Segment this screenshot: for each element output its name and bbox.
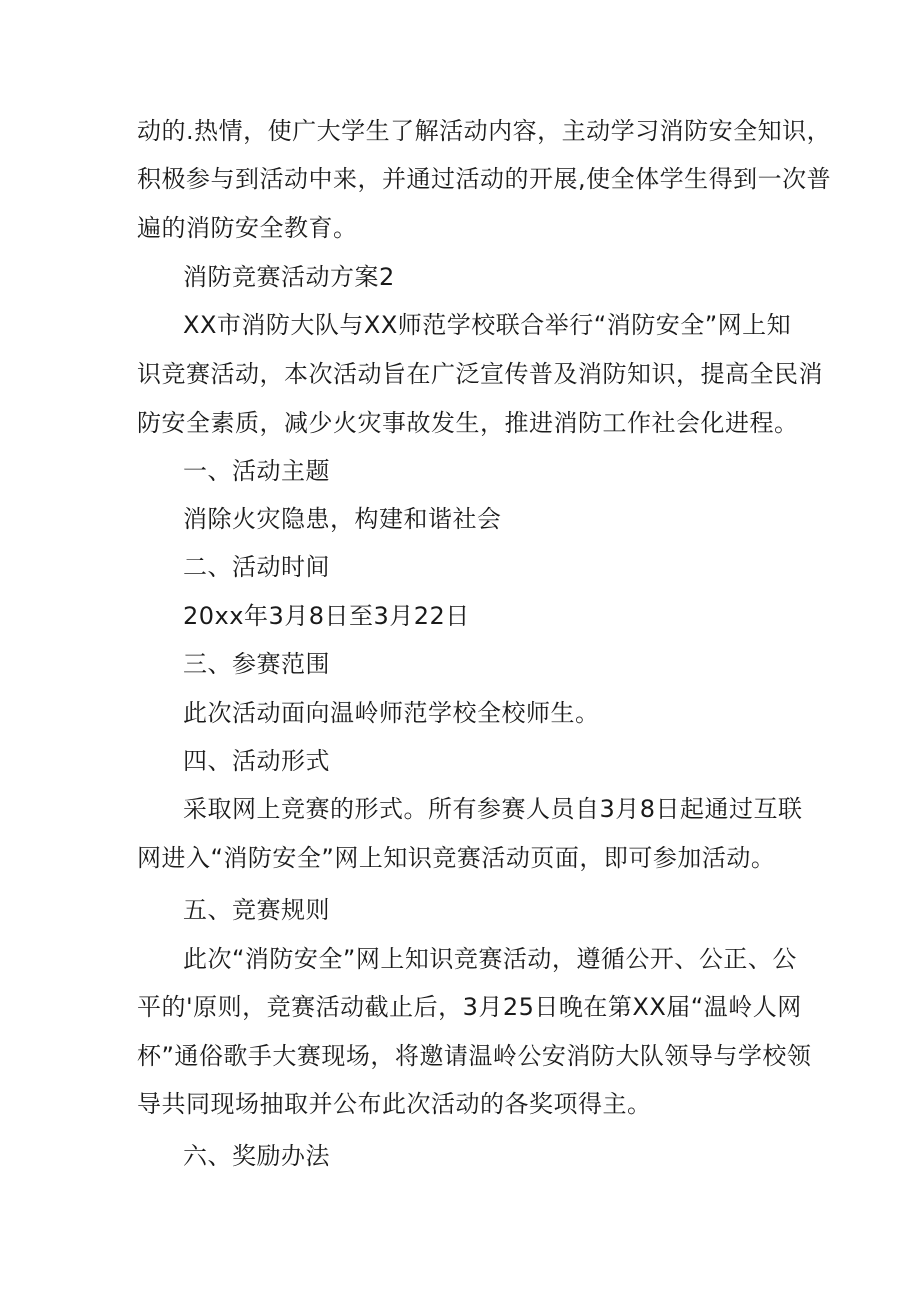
section-heading: 六、奖励办法 — [183, 1142, 330, 1170]
paragraph-line: 此次活动面向温岭师范学校全校师生。 — [183, 699, 600, 727]
paragraph-line: 杯”通俗歌手大赛现场，将邀请温岭公安消防大队领导与学校领 — [137, 1042, 812, 1070]
section-heading: 消防竞赛活动方案2 — [183, 263, 395, 291]
section-heading: 一、活动主题 — [183, 457, 330, 485]
section-heading: 四、活动形式 — [183, 747, 330, 775]
paragraph-line: 采取网上竞赛的形式。所有参赛人员自3月8日起通过互联 — [183, 795, 803, 823]
section-heading: 二、活动时间 — [183, 553, 330, 581]
paragraph-line: XX市消防大队与XX师范学校联合举行“消防安全”网上知 — [183, 311, 792, 339]
paragraph-line: 20xx年3月8日至3月22日 — [183, 602, 470, 630]
paragraph-line: 防安全素质，减少火灾事故发生，推进消防工作社会化进程。 — [137, 409, 799, 437]
paragraph-line: 动的.热情，使广大学生了解活动内容，主动学习消防安全知识， — [137, 117, 832, 145]
paragraph-line: 导共同现场抽取并公布此次活动的各奖项得主。 — [137, 1090, 652, 1118]
paragraph-line: 平的'原则，竞赛活动截止后，3月25日晚在第XX届“温岭人网 — [137, 993, 802, 1021]
paragraph-line: 网进入“消防安全”网上知识竞赛活动页面，即可参加活动。 — [137, 844, 776, 872]
section-heading: 三、参赛范围 — [183, 650, 330, 678]
section-heading: 五、竞赛规则 — [183, 896, 330, 924]
paragraph-line: 识竞赛活动，本次活动旨在广泛宣传普及消防知识，提高全民消 — [137, 360, 823, 388]
paragraph-line: 消除火灾隐患，构建和谐社会 — [183, 505, 502, 533]
paragraph-line: 积极参与到活动中来，并通过活动的开展,使全体学生得到一次普 — [137, 165, 832, 193]
paragraph-line: 遍的消防安全教育。 — [137, 214, 358, 242]
paragraph-line: 此次“消防安全”网上知识竞赛活动，遵循公开、公正、公 — [183, 945, 797, 973]
